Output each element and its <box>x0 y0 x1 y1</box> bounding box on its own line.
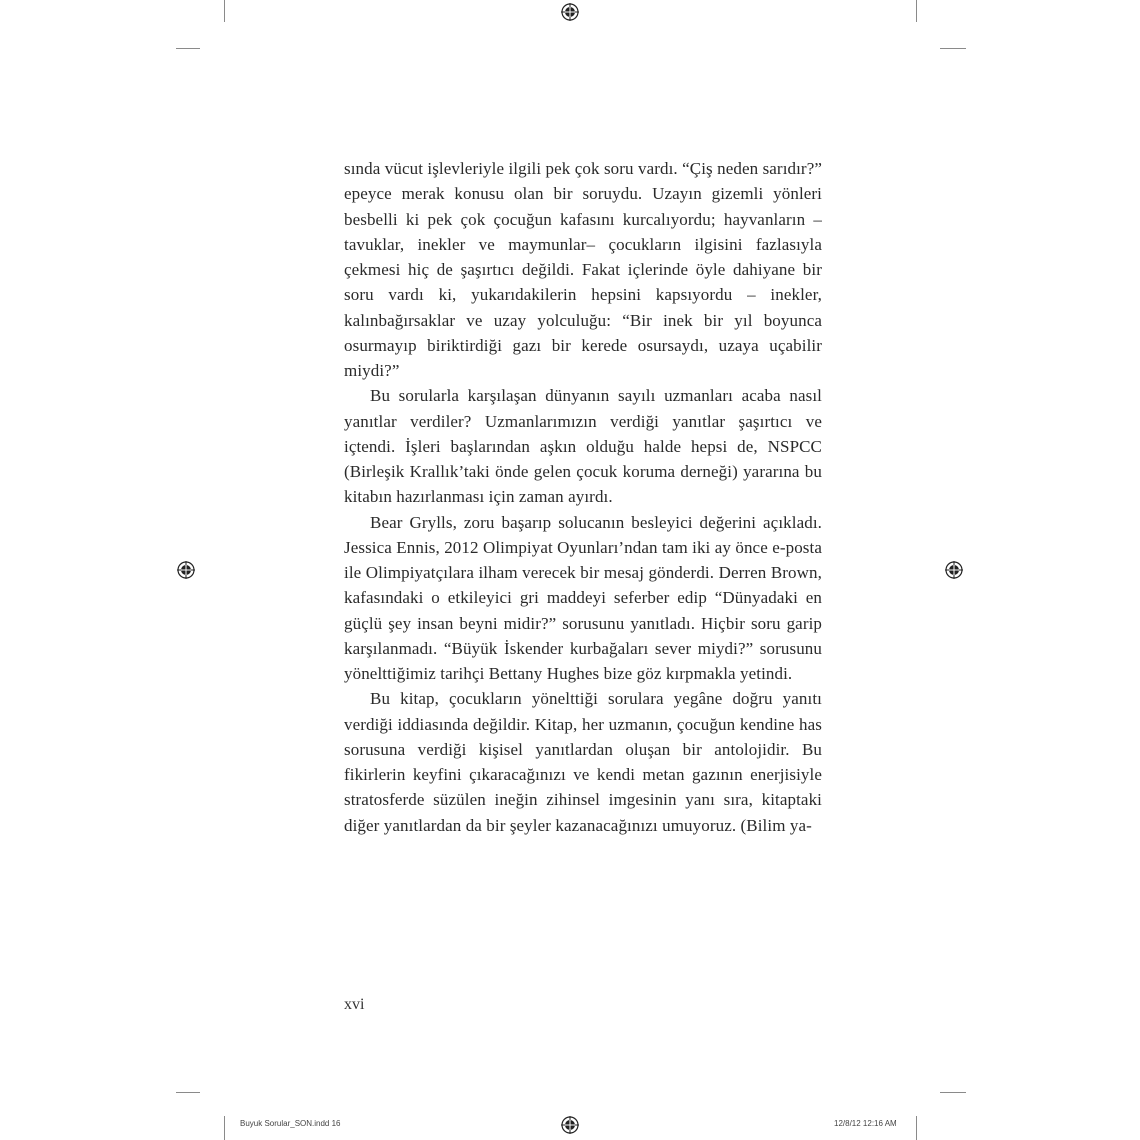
page-number: xvi <box>344 996 365 1013</box>
paragraph: Bear Grylls, zoru başarıp solucanın besleyici değerini açıkladı. Jessica Ennis, 2012 Olimpiyat Oyunları’ndan tam iki ay önce e-posta ile Olimpiyatçılara ilham verecek bir mesaj gönderdi. Derren Brown, kafasındaki o etkileyici gri maddeyi seferber edip “Dünyadaki en güçlü şey insan beyni midir?” sorusunu yanıtladı. Hiçbir soru garip karşılanmadı. “Büyük İskender kurbağaları sever miydi?” sorusunu yönelttiğimiz tarihçi Bettany Hughes bize göz kırpmakla yetindi. <box>344 512 822 683</box>
slug-filename: Buyuk Sorular_SON.indd 16 <box>240 1119 341 1128</box>
crop-mark-top-right-vertical <box>916 0 917 22</box>
registration-mark-icon <box>561 1116 579 1134</box>
registration-mark-icon <box>945 561 963 579</box>
body-text <box>344 156 822 838</box>
registration-mark-icon <box>561 3 579 21</box>
slug-datetime: 12/8/12 12:16 AM <box>834 1119 897 1128</box>
crop-mark-top-left-vertical <box>224 0 225 22</box>
crop-mark-bottom-right-vertical <box>916 1116 917 1140</box>
crop-mark-top-right-horizontal <box>940 48 966 49</box>
paragraph: Bu kitap, çocukların yönelttiği sorulara yegâne doğru yanıtı verdiği iddiasında değildir. Kitap, her uzmanın, çocuğun kendine has sorusuna verdiği kişisel yanıtlardan oluşan bir antolojidir. Bu fikirlerin keyfini çıkaracağınızı ve kendi metan gazının enerjisiyle stratosferde süzülen ineğin zihinsel imgesinin yanı sıra, kitaptaki diğer yanıtlardan da bir şeyler kazanacağınızı umuyoruz. (Bilim ya- <box>344 689 822 835</box>
paragraph: sında vücut işlevleriyle ilgili pek çok soru vardı. “Çiş neden sarıdır?” epeyce merak konusu olan bir soruydu. Uzayın gizemli yönleri besbelli ki pek çok çocuğun kafasını kurcalıyordu; hayvanların –tavuklar, inekler ve maymunlar– çocukların ilgisini fazlasıyla çekmesi hiç de şaşırtıcı değildi. Fakat içlerinde öyle dahiyane bir soru vardı ki, yukarıdakilerin hepsini kapsıyordu – inekler, kalınbağırsaklar ve uzay yolculuğu: “Bir inek bir yıl boyunca osurmayıp biriktirdiği gazı bir kerede osursaydı, uzaya uçabilir miydi?” <box>344 159 822 380</box>
crop-mark-bottom-left-horizontal <box>176 1092 200 1093</box>
crop-mark-top-left-horizontal <box>176 48 200 49</box>
paragraph: Bu sorularla karşılaşan dünyanın sayılı uzmanları acaba nasıl yanıtlar verdiler? Uzmanlarımızın verdiği yanıtlar şaşırtıcı ve içtendi. İşleri başlarından aşkın olduğu halde hepsi de, NSPCC (Birleşik Krallık’taki önde gelen çocuk koruma derneği) yararına bu kitabın hazırlanması için zaman ayırdı. <box>344 386 822 507</box>
crop-mark-bottom-right-horizontal <box>940 1092 966 1093</box>
registration-mark-icon <box>177 561 195 579</box>
crop-mark-bottom-left-vertical <box>224 1116 225 1140</box>
